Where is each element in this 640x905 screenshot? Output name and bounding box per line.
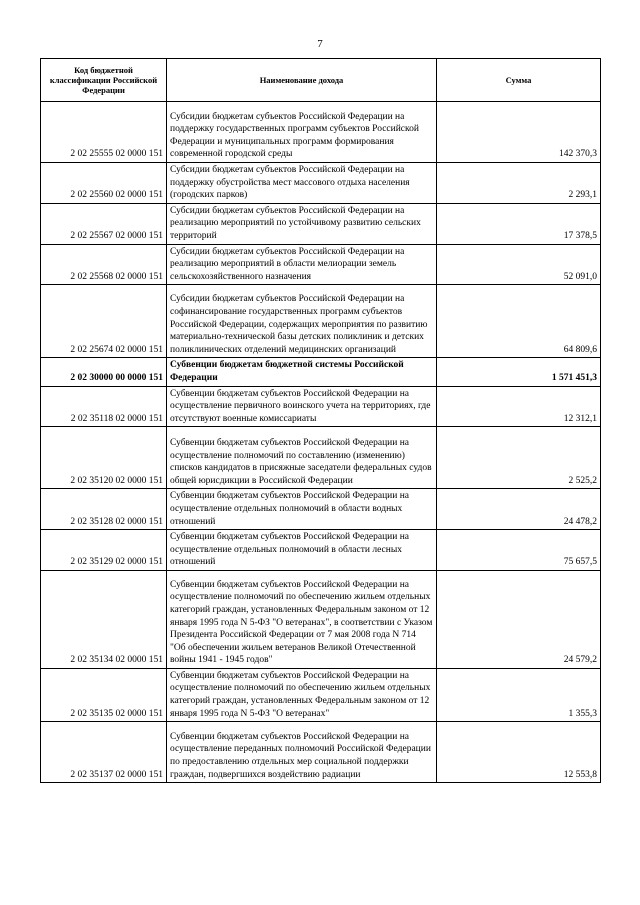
cell-code: 2 02 25674 02 0000 151 — [41, 285, 167, 358]
cell-name: Субсидии бюджетам субъектов Российской Федерации на поддержку государственных программ субъектов Российской Федерации и муниципальных программ формирования современной городской среды — [167, 102, 437, 163]
table-row — [41, 570, 601, 668]
table-row — [41, 203, 601, 244]
table-row — [41, 668, 601, 721]
table-row — [41, 163, 601, 204]
page-number: 7 — [317, 38, 323, 50]
table-row — [41, 386, 601, 427]
header-name: Наименование дохода — [167, 59, 437, 102]
cell-name: Субвенции бюджетам субъектов Российской Федерации на осуществление отдельных полномочий в области лесных отношений — [167, 530, 437, 571]
cell-amount: 12 553,8 — [437, 722, 601, 783]
cell-amount: 12 312,1 — [437, 386, 601, 427]
budget-table — [40, 58, 601, 783]
cell-amount: 24 579,2 — [437, 570, 601, 668]
table-row — [41, 244, 601, 285]
cell-amount: 17 378,5 — [437, 203, 601, 244]
cell-name: Субсидии бюджетам субъектов Российской Федерации на поддержку обустройства мест массового отдыха населения (городских парков) — [167, 163, 437, 204]
cell-code: 2 02 30000 00 0000 151 — [41, 358, 167, 386]
cell-amount: 1 355,3 — [437, 668, 601, 721]
cell-amount: 142 370,3 — [437, 102, 601, 163]
cell-code: 2 02 35129 02 0000 151 — [41, 530, 167, 571]
cell-code: 2 02 35137 02 0000 151 — [41, 722, 167, 783]
table-row — [41, 722, 601, 783]
cell-amount: 75 657,5 — [437, 530, 601, 571]
table-row — [41, 489, 601, 530]
cell-amount: 52 091,0 — [437, 244, 601, 285]
cell-name: Субвенции бюджетам субъектов Российской Федерации на осуществление полномочий по обеспечению жильем отдельных категорий граждан, установленных Федеральным законом от 12 января 1995 года N 5-ФЗ "О ветеранах", в соответствии с Указом Президента Российской Федерации от 7 мая 2008 года N 714 "Об обеспечении жильем ветеранов Великой Отечественной войны 1941 - 1945 годов" — [167, 570, 437, 668]
cell-amount: 64 809,6 — [437, 285, 601, 358]
cell-amount: 2 293,1 — [437, 163, 601, 204]
cell-code: 2 02 35134 02 0000 151 — [41, 570, 167, 668]
table-row — [41, 427, 601, 489]
cell-name: Субсидии бюджетам субъектов Российской Федерации на реализацию мероприятий по устойчивому развитию сельских территорий — [167, 203, 437, 244]
table-header-row — [41, 59, 601, 102]
cell-code: 2 02 25555 02 0000 151 — [41, 102, 167, 163]
cell-name: Субвенции бюджетам субъектов Российской Федерации на осуществление переданных полномочий Российской Федерации по предоставлению отдельных мер социальной поддержки граждан, подвергшихся воздействию радиации — [167, 722, 437, 783]
cell-name: Субвенции бюджетам субъектов Российской Федерации на осуществление полномочий по составлению (изменению) списков кандидатов в присяжные заседатели федеральных судов общей юрисдикции в Российской Федерации — [167, 427, 437, 489]
table-row — [41, 285, 601, 358]
cell-name: Субвенции бюджетам субъектов Российской Федерации на осуществление отдельных полномочий в области водных отношений — [167, 489, 437, 530]
cell-amount: 24 478,2 — [437, 489, 601, 530]
cell-name: Субсидии бюджетам субъектов Российской Федерации на реализацию мероприятий в области мелиорации земель сельскохозяйственного назначения — [167, 244, 437, 285]
table-row — [41, 102, 601, 163]
cell-code: 2 02 25568 02 0000 151 — [41, 244, 167, 285]
header-amount: Сумма — [437, 59, 601, 102]
cell-name: Субсидии бюджетам субъектов Российской Федерации на софинансирование государственных программ субъектов Российской Федерации, содержащих мероприятия по развитию материально-технической базы детских поликлиник и детских поликлинических отделений медицинских организаций — [167, 285, 437, 358]
cell-name: Субвенции бюджетам субъектов Российской Федерации на осуществление первичного воинского учета на территориях, где отсутствуют военные комиссариаты — [167, 386, 437, 427]
cell-name: Субвенции бюджетам бюджетной системы Российской Федерации — [167, 358, 437, 386]
cell-code: 2 02 25567 02 0000 151 — [41, 203, 167, 244]
cell-code: 2 02 35128 02 0000 151 — [41, 489, 167, 530]
cell-code: 2 02 35118 02 0000 151 — [41, 386, 167, 427]
header-code: Код бюджетной классификации Российской Федерации — [41, 59, 167, 102]
table-body — [41, 102, 601, 783]
cell-name: Субвенции бюджетам субъектов Российской Федерации на осуществление полномочий по обеспечению жильем отдельных категорий граждан, установленных Федеральным законом от 12 января 1995 года N 5-ФЗ "О ветеранах" — [167, 668, 437, 721]
cell-amount: 1 571 451,3 — [437, 358, 601, 386]
cell-code: 2 02 35135 02 0000 151 — [41, 668, 167, 721]
table-row — [41, 530, 601, 571]
cell-amount: 2 525,2 — [437, 427, 601, 489]
cell-code: 2 02 25560 02 0000 151 — [41, 163, 167, 204]
cell-code: 2 02 35120 02 0000 151 — [41, 427, 167, 489]
table-row — [41, 358, 601, 386]
